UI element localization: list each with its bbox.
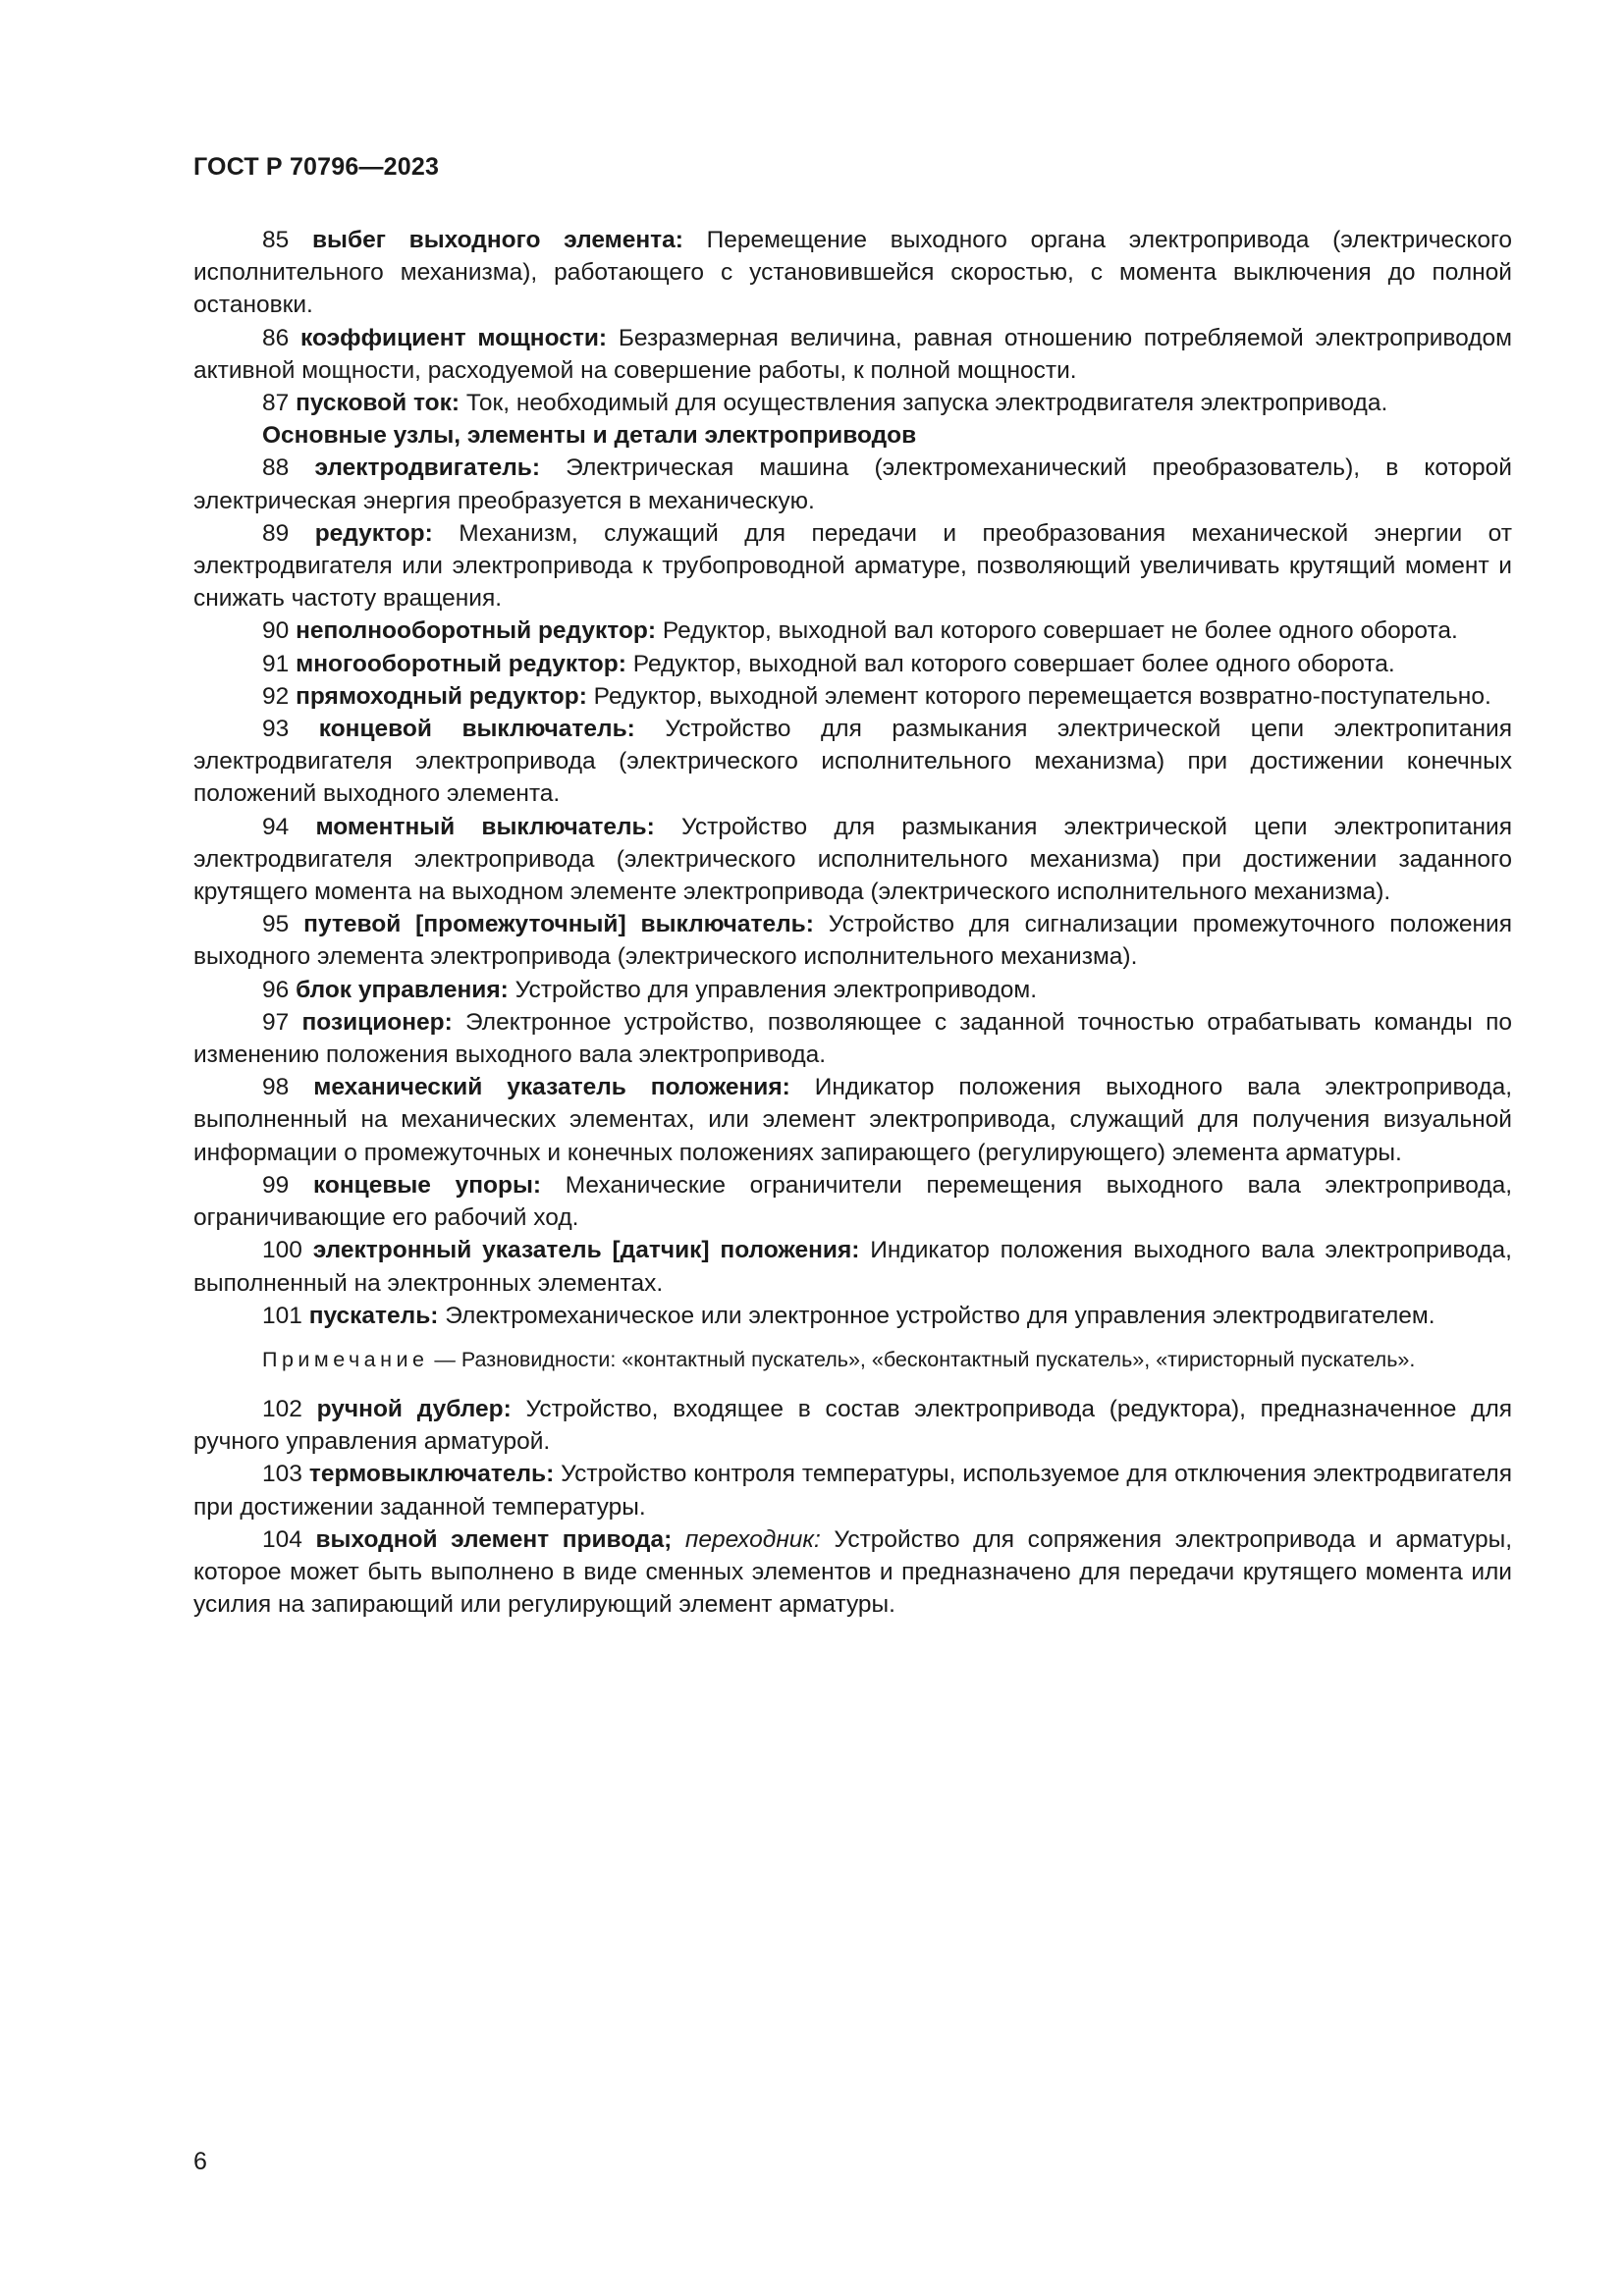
term-entry [193, 1523, 1512, 1622]
term-number: 96 [262, 976, 290, 1003]
term-entry [193, 1393, 1512, 1458]
term-definition: Редуктор, выходной вал которого совершает более одного оборота. [625, 650, 1395, 677]
term-entry [193, 452, 1512, 516]
term-name: выходной элемент привода; [315, 1525, 673, 1553]
term-name: термовыключатель: [308, 1461, 555, 1488]
term-name: электродвигатель: [314, 454, 541, 482]
term-number: 97 [262, 1008, 290, 1036]
term-entry [193, 713, 1512, 811]
term-name: пусковой ток: [296, 390, 460, 417]
term-entry [193, 1234, 1512, 1299]
term-entry [193, 614, 1512, 647]
term-definition: Устройство для сопряжения электропривода и арматуры, которое может быть выполнено в виде сменных элементов и предназначено для передачи крутящего момента или усилия на запирающий или регулирующий элемент арматуры. [193, 1525, 1513, 1619]
term-entry [193, 322, 1512, 387]
term-definition: Индикатор положения выходного вала электропривода, выполненный на механических элементах, или элемент электропривода, служащий для получения визуальной информации о промежуточных и конечных положениях запирающего (регулирующего) элемента арматуры. [193, 1074, 1512, 1166]
term-number: 93 [262, 716, 290, 743]
terms-group-before [193, 224, 1512, 419]
term-number: 88 [262, 454, 290, 482]
note-label: Примечание [262, 1347, 429, 1371]
term-definition: Электромеханическое или электронное устройство для управления электродвигателем. [438, 1302, 1435, 1329]
note-block [193, 1345, 1512, 1375]
term-name: редуктор: [314, 519, 433, 547]
term-entry [193, 517, 1512, 615]
term-entry [193, 974, 1512, 1006]
term-number: 92 [262, 682, 290, 710]
term-number: 91 [262, 650, 290, 677]
term-number: 103 [262, 1461, 302, 1488]
terms-group-after [193, 1393, 1512, 1621]
term-definition: Устройство для размыкания электрической цепи электропитания электродвигателя электропривода (электрического исполнительного механизма) при достижении заданного крутящего момента на выходном элементе электропривода (электрического исполнительного механизма). [193, 813, 1513, 906]
term-definition: Перемещение выходного органа электропривода (электрического исполнительного механизма), работающего с установившейся скоростью, с момента выключения до полной остановки. [193, 227, 1512, 319]
term-number: 90 [262, 617, 290, 645]
term-name: механический указатель положения: [313, 1074, 790, 1101]
term-name: концевые упоры: [312, 1171, 542, 1199]
term-definition: Электронное устройство, позволяющее с заданной точностью отрабатывать команды по изменению положения выходного вала электропривода. [193, 1008, 1512, 1069]
term-name: многооборотный редуктор: [296, 650, 626, 677]
section-heading: Основные узлы, элементы и детали электроприводов [262, 422, 917, 450]
term-definition: Устройство для размыкания электрической цепи электропитания электродвигателя электропривода (электрического исполнительного механизма) при достижении конечных положений выходного элемента. [193, 716, 1512, 808]
term-number: 101 [262, 1302, 302, 1329]
document-code-header: ГОСТ Р 70796—2023 [193, 153, 440, 181]
terms-group-main [193, 452, 1512, 1331]
term-entry [193, 908, 1512, 973]
term-number: 87 [262, 390, 290, 417]
term-definition: Электрическая машина (электромеханический преобразователь), в которой электрическая энергия преобразуется в механическую. [193, 454, 1512, 514]
term-name: выбег выходного элемента: [311, 227, 683, 253]
term-entry [193, 1006, 1512, 1071]
term-definition: Ток, необходимый для осуществления запуска электродвигателя электропривода. [460, 390, 1388, 417]
term-number: 98 [262, 1074, 290, 1101]
term-entry [193, 1071, 1512, 1169]
note-text: — Разновидности: «контактный пускатель», «бесконтактный пускатель», «тиристорный пускатель». [428, 1347, 1416, 1371]
term-number: 89 [262, 519, 290, 547]
term-number: 94 [262, 813, 290, 840]
term-entry [193, 1300, 1512, 1332]
term-definition: Устройство, входящее в состав электропривода (редуктора), предназначенное для ручного управления арматурой. [193, 1395, 1513, 1456]
term-name: моментный выключатель: [315, 813, 655, 840]
term-name: ручной дублер: [316, 1395, 512, 1422]
term-definition: Безразмерная величина, равная отношению потребляемой электроприводом активной мощности, расходуемой на совершение работы, к полной мощности. [193, 324, 1512, 384]
term-definition: Редуктор, выходной элемент которого перемещается возвратно-поступательно. [586, 682, 1491, 710]
term-entry [193, 811, 1512, 909]
term-name: неполнооборотный редуктор: [296, 617, 657, 645]
term-number: 104 [262, 1525, 302, 1553]
term-synonym: переходник: [684, 1525, 821, 1553]
term-name: блок управления: [296, 976, 509, 1003]
term-name: коэффициент мощности: [300, 324, 608, 351]
term-definition: Механические ограничители перемещения выходного вала электропривода, ограничивающие его рабочий ход. [193, 1171, 1513, 1232]
term-entry [193, 680, 1512, 713]
term-definition: Устройство для сигнализации промежуточного положения выходного элемента электропривода (электрического исполнительного механизма). [193, 911, 1512, 971]
term-entry [193, 1169, 1512, 1234]
term-number: 100 [262, 1237, 302, 1264]
term-name: электронный указатель [датчик] положения: [312, 1237, 860, 1264]
page-number: 6 [193, 2148, 207, 2175]
term-entry [193, 387, 1512, 419]
term-name: прямоходный редуктор: [296, 682, 587, 710]
term-number: 102 [262, 1395, 302, 1422]
term-number: 86 [262, 324, 290, 351]
term-name: концевой выключатель: [318, 716, 635, 743]
term-number: 95 [262, 911, 290, 938]
term-entry [193, 1458, 1512, 1522]
term-entry [193, 224, 1512, 322]
term-name: позиционер: [301, 1008, 453, 1036]
term-definition: Устройство для управления электроприводом. [508, 976, 1038, 1003]
term-name: пускатель: [308, 1302, 439, 1329]
term-definition: Редуктор, выходной вал которого совершает не более одного оборота. [656, 617, 1458, 645]
terms-content [193, 224, 1512, 1621]
term-definition: Устройство контроля температуры, используемое для отключения электродвигателя при достижении заданной температуры. [193, 1461, 1512, 1521]
term-number: 99 [262, 1171, 290, 1199]
term-number: 85 [262, 227, 290, 253]
term-definition: Индикатор положения выходного вала электропривода, выполненный на электронных элементах. [193, 1237, 1512, 1297]
term-name: путевой [промежуточный] выключатель: [303, 911, 814, 938]
term-definition: Механизм, служащий для передачи и преобразования механической энергии от электродвигателя или электропривода к трубопроводной арматуре, позволяющий увеличивать крутящий момент и снижать частоту вращения. [193, 519, 1512, 613]
term-entry [193, 648, 1512, 680]
